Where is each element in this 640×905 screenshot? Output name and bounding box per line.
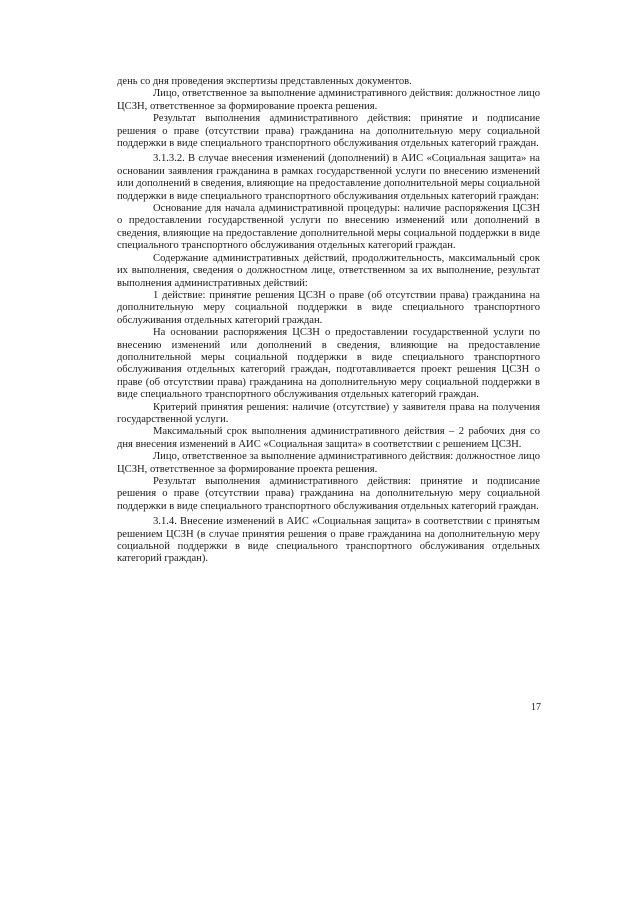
paragraph-actions-content: Содержание административных действий, продолжительность, максимальный срок их выполнения, сведения о должностном лице, ответственном за их выполнение, результат выполнения административных действий: xyxy=(117,252,540,289)
page-number: 17 xyxy=(531,702,541,713)
paragraph-action-1: 1 действие: принятие решения ЦСЗН о праве (об отсутствии права) гражданина на дополнительную меру социальной поддержки в виде специального транспортного обслуживания отдельных категорий граждан. xyxy=(117,289,540,326)
paragraph-action-result: Результат выполнения административного действия: принятие и подписание решения о праве (отсутствии права) гражданина на дополнительную меру социальной поддержки в виде специального транспортного обслуживания отдельных категорий граждан. xyxy=(117,113,540,150)
document-body xyxy=(117,76,540,566)
paragraph-decision-criterion: Критерий принятия решения: наличие (отсутствие) у заявителя права на получения государственной услуги. xyxy=(117,401,540,425)
paragraph-section-3-1-4: 3.1.4. Внесение изменений в АИС «Социальная защита» в соответствии с принятым решением ЦСЗН (в случае принятия решения о праве гражданина на дополнительную меру социальной поддержки в виде специального транспортного обслуживания отдельных категорий граждан). xyxy=(117,516,540,565)
paragraph-continuation: день со дня проведения экспертизы представленных документов. xyxy=(117,76,412,87)
paragraph-section-3-1-3-2: 3.1.3.2. В случае внесения изменений (дополнений) в АИС «Социальная защита» на основании заявления гражданина в рамках государственной услуги по внесению изменений или дополнений в сведения, влияющие на предоставление дополнительной меры социальной поддержки в виде специального транспортного обслуживания отдельных категорий граждан: xyxy=(117,153,540,202)
paragraph-responsible-person: Лицо, ответственное за выполнение административного действия: должностное лицо ЦСЗН, ответственное за формирование проекта решения. xyxy=(117,88,540,112)
paragraph-max-duration: Максимальный срок выполнения административного действия – 2 рабочих дня со дня внесения изменений в АИС «Социальная защита» в соответствии с решением ЦСЗН. xyxy=(117,426,540,450)
paragraph-procedure-basis: Основание для начала административной процедуры: наличие распоряжения ЦСЗН о предоставлении государственной услуги по внесению изменений или дополнений в сведения, влияющие на предоставление дополнительной меры социальной поддержки в виде специального транспортного обслуживания отдельных категорий граждан. xyxy=(117,203,540,252)
paragraph-action-result-2: Результат выполнения административного действия: принятие и подписание решения о праве (отсутствии права) гражданина на дополнительную меру социальной поддержки в виде специального транспортного обслуживания отдельных категорий граждан. xyxy=(117,476,540,512)
paragraph-order-basis: На основании распоряжения ЦСЗН о предоставлении государственной услуги по внесению изменений или дополнений в сведения, влияющие на предоставление дополнительной меры социальной поддержки в виде специального транспортного обслуживания отдельных категорий граждан, подготавливается проект решения ЦСЗН о праве (об отсутствии права) гражданина на дополнительную меру социальной поддержки в виде специального транспортного обслуживания отдельных категорий граждан. xyxy=(117,327,540,401)
paragraph-responsible-person-2: Лицо, ответственное за выполнение административного действия: должностное лицо ЦСЗН, ответственное за формирование проекта решения. xyxy=(117,451,540,475)
